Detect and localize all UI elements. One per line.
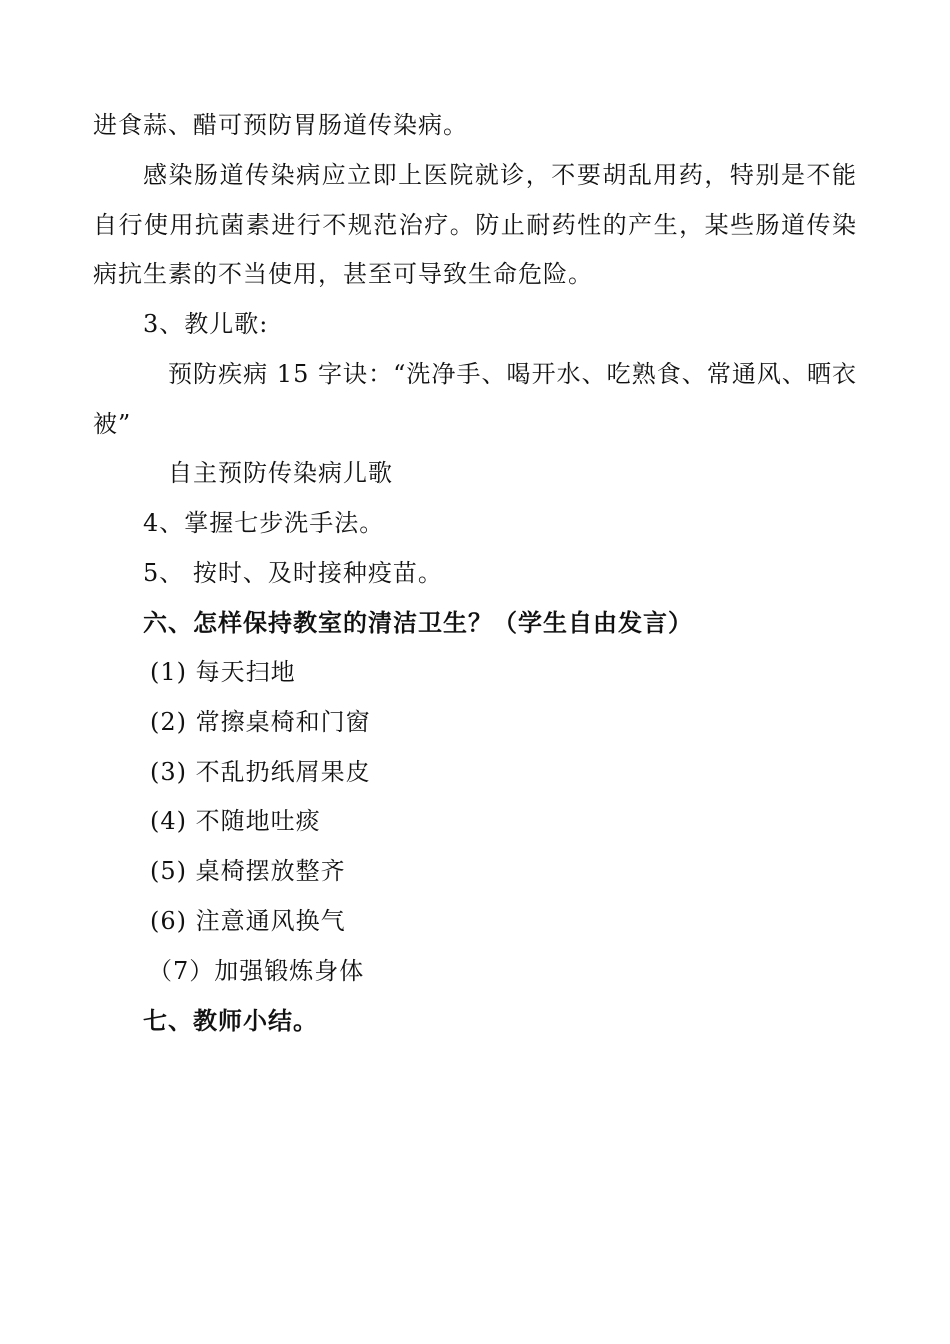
paragraph-line: 感染肠道传染病应立即上医院就诊，不要胡乱用药，特别是不能 [143,161,857,189]
paragraph-line: 病抗生素的不当使用，甚至可导致生命危险。 [93,260,593,288]
list-item: (5) 桌椅摆放整齐 [150,857,346,885]
rhyme-line: 预防疾病 15 字诀：“洗净手、喝开水、吃熟食、常通风、晒衣 [168,360,857,388]
list-item: (4) 不随地吐痰 [150,807,321,835]
list-item: （7）加强锻炼身体 [148,957,365,985]
section-heading-6: 六、怎样保持教室的清洁卫生？（学生自由发言） [143,609,693,637]
list-item: (2) 常擦桌椅和门窗 [150,708,371,736]
list-item: (3) 不乱扔纸屑果皮 [150,758,371,786]
rhyme-line: 被” [93,410,132,438]
paragraph-line: 自行使用抗菌素进行不规范治疗。防止耐药性的产生，某些肠道传染 [93,211,857,239]
list-item: (1) 每天扫地 [150,658,296,686]
paragraph-line: 进食蒜、醋可预防胃肠道传染病。 [93,111,468,139]
list-item-4: 4、掌握七步洗手法。 [143,509,385,537]
rhyme-title: 自主预防传染病儿歌 [168,459,393,487]
list-item-5: 5、 按时、及时接种疫苗。 [143,559,443,587]
section-heading-7: 七、教师小结。 [143,1007,318,1035]
list-item-3: 3、教儿歌: [143,310,269,338]
list-item: (6) 注意通风换气 [150,907,346,935]
